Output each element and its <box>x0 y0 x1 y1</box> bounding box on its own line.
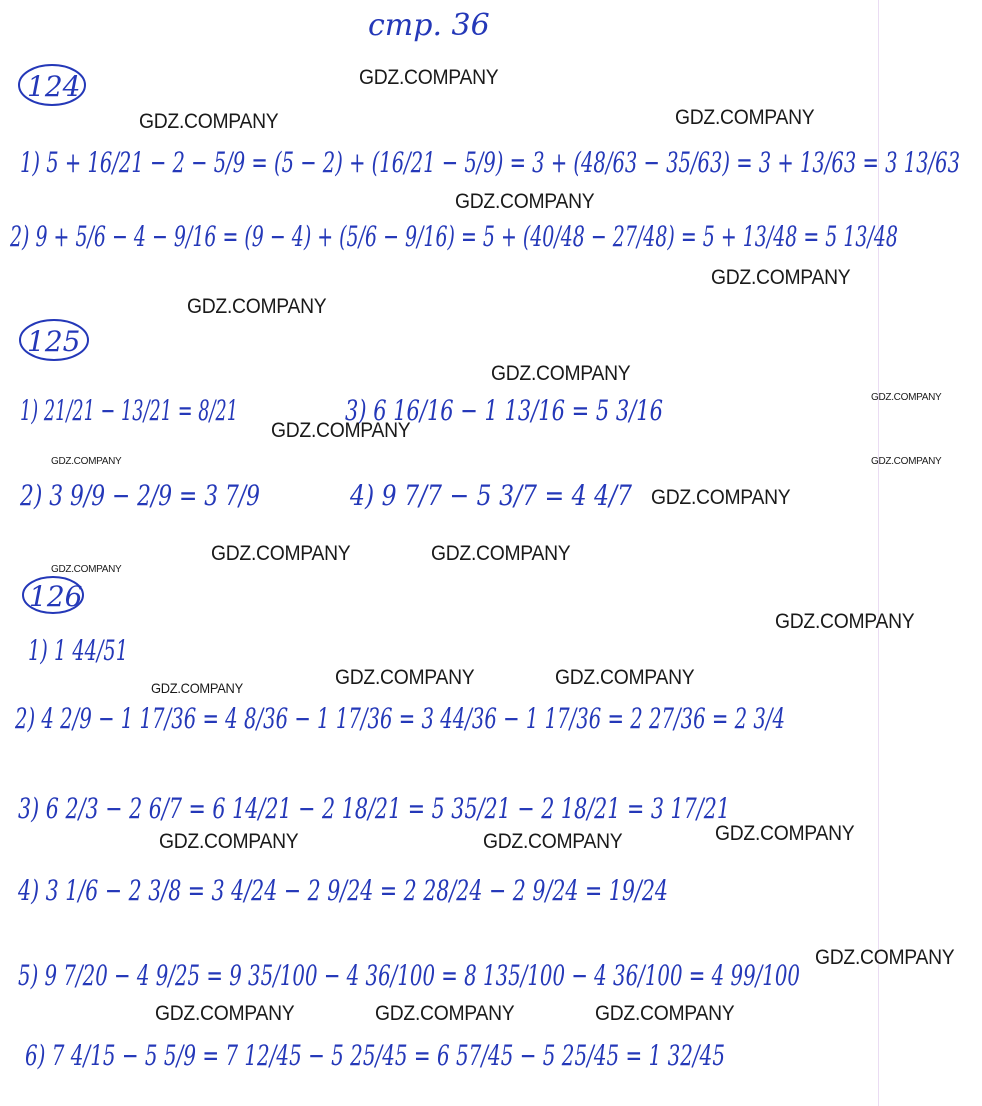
watermark: GDZ.COMPANY <box>51 564 122 575</box>
exercise-number: 124 <box>27 70 81 103</box>
watermark: GDZ.COMPANY <box>871 456 942 467</box>
watermark: GDZ.COMPANY <box>675 106 815 129</box>
solution-line: 1) 1 44/51 <box>28 634 128 667</box>
solution-line: 3) 6 16/16 − 1 13/16 = 5 3/16 <box>345 394 663 427</box>
watermark: GDZ.COMPANY <box>211 542 351 565</box>
watermark: GDZ.COMPANY <box>871 392 942 403</box>
watermark: GDZ.COMPANY <box>715 822 855 845</box>
watermark: GDZ.COMPANY <box>335 666 475 689</box>
exercise-126 <box>14 577 800 1072</box>
watermark: GDZ.COMPANY <box>375 1002 515 1025</box>
watermark: GDZ.COMPANY <box>431 542 571 565</box>
exercise-124 <box>9 65 960 253</box>
watermark: GDZ.COMPANY <box>139 110 279 133</box>
watermark: GDZ.COMPANY <box>51 456 122 467</box>
watermark: GDZ.COMPANY <box>271 419 411 442</box>
solution-line: 6) 7 4/15 − 5 5/9 = 7 12/45 − 5 25/45 = 6 57/45 − 5 25/45 = 1 32/45 <box>25 1039 725 1072</box>
exercise-125 <box>19 320 663 512</box>
solution-line: 1) 21/21 − 13/21 = 8/21 <box>20 394 238 427</box>
solution-line: 4) 3 1/6 − 2 3/8 = 3 4/24 − 2 9/24 = 2 28/24 − 2 9/24 = 19/24 <box>17 874 669 907</box>
watermark: GDZ.COMPANY <box>711 266 851 289</box>
page-label: стр. 36 <box>368 8 490 43</box>
watermark: GDZ.COMPANY <box>595 1002 735 1025</box>
watermark: GDZ.COMPANY <box>555 666 695 689</box>
solution-line: 2) 3 9/9 − 2/9 = 3 7/9 <box>19 479 261 512</box>
watermark: GDZ.COMPANY <box>651 486 791 509</box>
watermark: GDZ.COMPANY <box>159 830 299 853</box>
solution-line: 2) 4 2/9 − 1 17/36 = 4 8/36 − 1 17/36 = 3 44/36 − 1 17/36 = 2 27/36 = 2 3/4 <box>14 702 786 735</box>
watermark: GDZ.COMPANY <box>491 362 631 385</box>
solution-line: 1) 5 + 16/21 − 2 − 5/9 = (5 − 2) + (16/21 − 5/9) = 3 + (48/63 − 35/63) = 3 + 13/63 = 3 13/63 <box>20 146 960 179</box>
exercise-number: 126 <box>29 580 83 613</box>
solution-line: 2) 9 + 5/6 − 4 − 9/16 = (9 − 4) + (5/6 − 9/16) = 5 + (40/48 − 27/48) = 5 + 13/48 = 5 13/48 <box>9 220 898 253</box>
exercise-number: 125 <box>27 325 81 358</box>
solution-line: 3) 6 2/3 − 2 6/7 = 6 14/21 − 2 18/21 = 5 35/21 − 2 18/21 = 3 17/21 <box>18 792 730 825</box>
watermark: GDZ.COMPANY <box>187 295 327 318</box>
watermark: GDZ.COMPANY <box>815 946 955 969</box>
watermark: GDZ.COMPANY <box>155 1002 295 1025</box>
watermark: GDZ.COMPANY <box>151 680 243 696</box>
solution-line: 4) 9 7/7 − 5 3/7 = 4 4/7 <box>349 479 633 512</box>
watermark: GDZ.COMPANY <box>483 830 623 853</box>
solution-line: 5) 9 7/20 − 4 9/25 = 9 35/100 − 4 36/100 = 8 135/100 − 4 36/100 = 4 99/100 <box>18 959 800 992</box>
watermark: GDZ.COMPANY <box>775 610 915 633</box>
watermark: GDZ.COMPANY <box>359 66 499 89</box>
watermark: GDZ.COMPANY <box>455 190 595 213</box>
